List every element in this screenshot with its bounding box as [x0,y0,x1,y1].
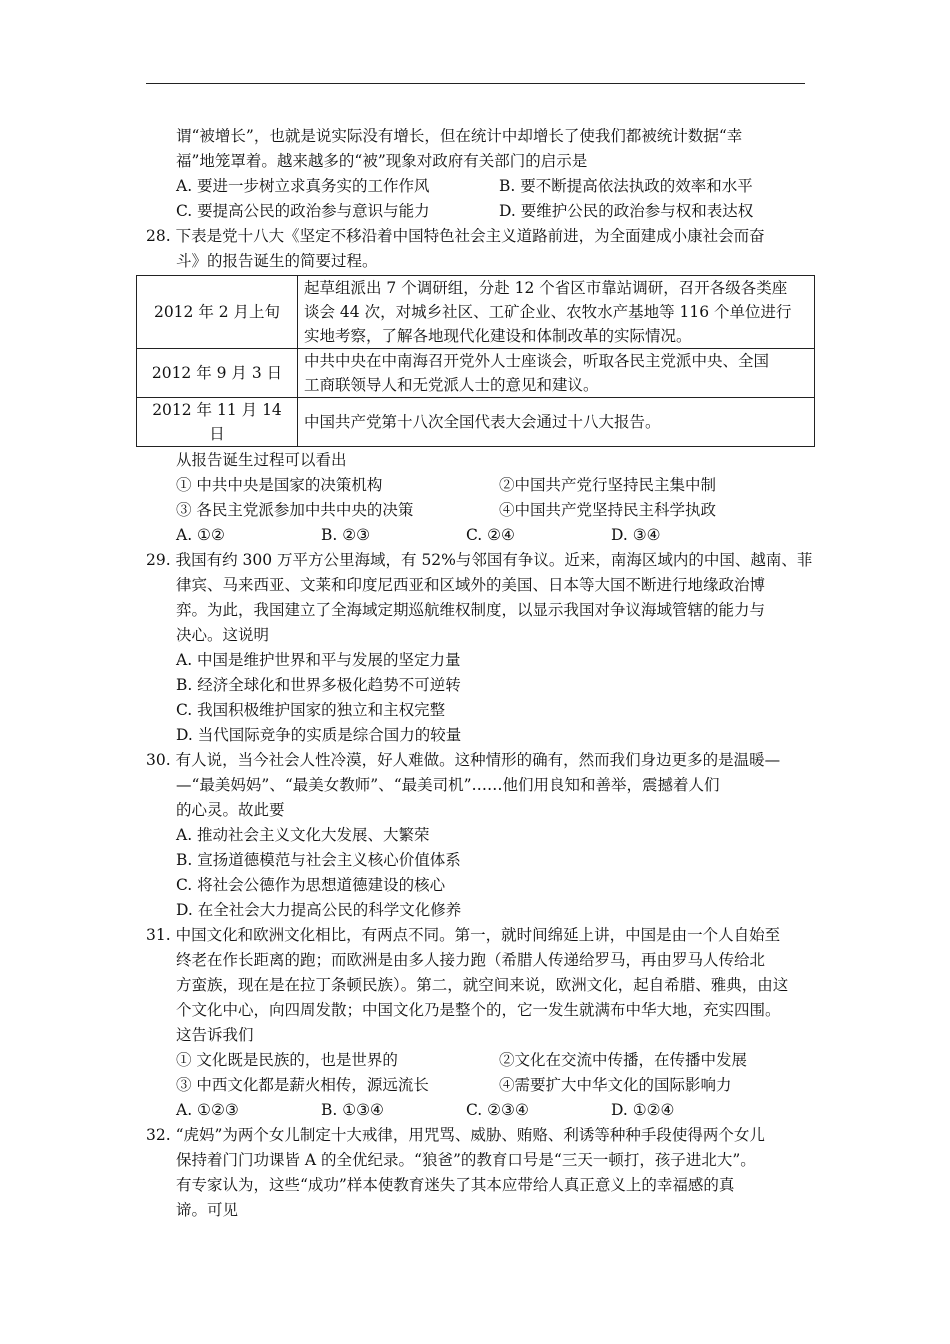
q28-statement-row [146,473,810,498]
q30-option-d: D. 在全社会大力提高公民的科学文化修养 [176,901,462,919]
header-rule [146,83,805,84]
q28-option-d: D. ③④ [611,526,661,544]
q27-option-c: C. 要提高公民的政治参与意识与能力 [176,202,430,220]
q28-option-c: C. ②④ [466,526,515,544]
q31-stem-line: 个文化中心，向四周发散；中国文化乃是整个的，它一发生就满布中华大地，充实四围。 [176,1001,781,1019]
table-row [137,349,815,398]
q29-option-c: C. 我国积极维护国家的独立和主权完整 [176,701,446,719]
q31-option-d: D. ①②④ [611,1101,675,1119]
q30-option-a: A. 推动社会主义文化大发展、大繁荣 [176,826,430,844]
table-event-line: 谈会 44 次，对城乡社区、工矿企业、农牧水产基地等 116 个单位进行 [304,303,792,321]
q28-process-table [136,275,815,447]
table-date-cell: 2012 年 11 月 14 日 [137,398,298,447]
q32-stem-line: 保持着门门功课皆 A 的全优纪录。“狼爸”的教育口号是“三天一顿打，孩子进北大”。 [176,1151,756,1169]
q31-option-a: A. ①②③ [176,1101,239,1119]
q31-statement: ④需要扩大中华文化的国际影响力 [499,1076,732,1094]
table-event-line: 中国共产党第十八次全国代表大会通过十八大报告。 [304,413,661,431]
q30-stem-line: —“最美妈妈”、“最美女教师”、“最美司机”……他们用良知和善举，震撼着人们 [176,776,720,794]
q30-option-c: C. 将社会公德作为思想道德建设的核心 [176,876,446,894]
q29-stem-line: 29. 我国有约 300 万平方公里海域，有 52%与邻国有争议。近来，南海区域内的中国、越南、菲 [146,551,813,569]
q28-option-b: B. ②③ [321,526,371,544]
q31-statement: ③ 中西文化都是薪火相传，源远流长 [176,1076,429,1094]
table-event-line: 工商联领导人和无党派人士的意见和建议。 [304,376,599,394]
q31-statement-row [146,1048,810,1073]
table-row [137,398,815,447]
q27-stem-line: 福”地笼罩着。越来越多的“被”现象对政府有关部门的启示是 [176,152,588,170]
q32-stem-line: 谛。可见 [176,1201,239,1219]
table-event-line: 起草组派出 7 个调研组，分赴 12 个省区市靠站调研，召开各级各类座 [304,279,788,297]
q27-stem-line: 谓“被增长”，也就是说实际没有增长，但在统计中却增长了使我们都被统计数据“幸 [176,127,743,145]
q31-option-c: C. ②③④ [466,1101,529,1119]
q27-option-d: D. 要维护公民的政治参与权和表达权 [499,202,754,220]
q31-statement: ②文化在交流中传播，在传播中发展 [499,1051,748,1069]
q28-statement: ②中国共产党行坚持民主集中制 [499,476,717,494]
q29-stem-line: 弈。为此，我国建立了全海域定期巡航维权制度，以显示我国对争议海域管辖的能力与 [176,601,766,619]
q31-stem-line: 终老在作长距离的跑；而欧洲是由多人接力跑（希腊人传递给罗马，再由罗马人传给北 [176,951,766,969]
q31-stem-line: 方蛮族，现在是在拉丁条顿民族）。第二，就空间来说，欧洲文化，起自希腊、雅典，由这 [176,976,789,994]
q32-stem-line: 有专家认为，这些“成功”样本使教育迷失了其本应带给人真正意义上的幸福感的真 [176,1176,735,1194]
exam-page-content [146,124,813,1223]
q30-option-b: B. 宣扬道德模范与社会主义核心价值体系 [176,851,461,869]
table-event-cell [298,276,815,349]
q29-stem-line: 律宾、马来西亚、文莱和印度尼西亚和区域外的美国、日本等大国不断进行地缘政治博 [176,576,766,594]
q27-option-a: A. 要进一步树立求真务实的工作作风 [176,177,430,195]
q29-option-b: B. 经济全球化和世界多极化趋势不可逆转 [176,676,461,694]
table-event-line: 实地考察，了解各地现代化建设和体制改革的实际情况。 [304,327,692,345]
q31-option-b: B. ①③④ [321,1101,384,1119]
q28-stem-line: 28. 下表是党十八大《坚定不移沿着中国特色社会主义道路前进，为全面建成小康社会而奋 [146,227,765,245]
q27-option-row [146,199,810,224]
q31-statement: ① 文化既是民族的，也是世界的 [176,1051,398,1069]
q29-option-d: D. 当代国际竞争的实质是综合国力的较量 [176,726,462,744]
q30-stem-line: 30. 有人说，当今社会人性冷漠，好人难做。这种情形的确有，然而我们身边更多的是温暖— [146,751,781,769]
q31-statement-row [146,1073,810,1098]
table-date-cell: 2012 年 2 月上旬 [137,276,298,349]
q28-option-row [146,523,810,548]
table-event-cell [298,349,815,398]
q31-stem-line: 31. 中国文化和欧洲文化相比，有两点不同。第一，就时间绵延上讲，中国是由一个人自始至 [146,926,781,944]
q29-option-a: A. 中国是维护世界和平与发展的坚定力量 [176,651,461,669]
q27-option-row [146,174,810,199]
q30-stem-line: 的心灵。故此要 [176,801,285,819]
q28-stem-line: 斗》的报告诞生的简要过程。 [176,252,378,270]
q28-statement-row [146,498,810,523]
q31-option-row [146,1098,810,1123]
q28-statement: ④中国共产党坚持民主科学执政 [499,501,717,519]
table-event-cell [298,398,815,447]
q31-stem-line: 这告诉我们 [176,1026,254,1044]
q28-statement: ③ 各民主党派参加中共中央的决策 [176,501,414,519]
q28-statement: ① 中共中央是国家的决策机构 [176,476,383,494]
table-row [137,276,815,349]
q28-option-a: A. ①② [176,526,225,544]
table-event-line: 中共中央在中南海召开党外人士座谈会，听取各民主党派中央、全国 [304,352,770,370]
q27-option-b: B. 要不断提高依法执政的效率和水平 [499,177,753,195]
q28-prompt: 从报告诞生过程可以看出 [176,451,347,469]
q29-stem-line: 决心。这说明 [176,626,270,644]
table-date-cell: 2012 年 9 月 3 日 [137,349,298,398]
q32-stem-line: 32. “虎妈”为两个女儿制定十大戒律，用咒骂、威胁、贿赂、利诱等种种手段使得两个女儿 [146,1126,765,1144]
